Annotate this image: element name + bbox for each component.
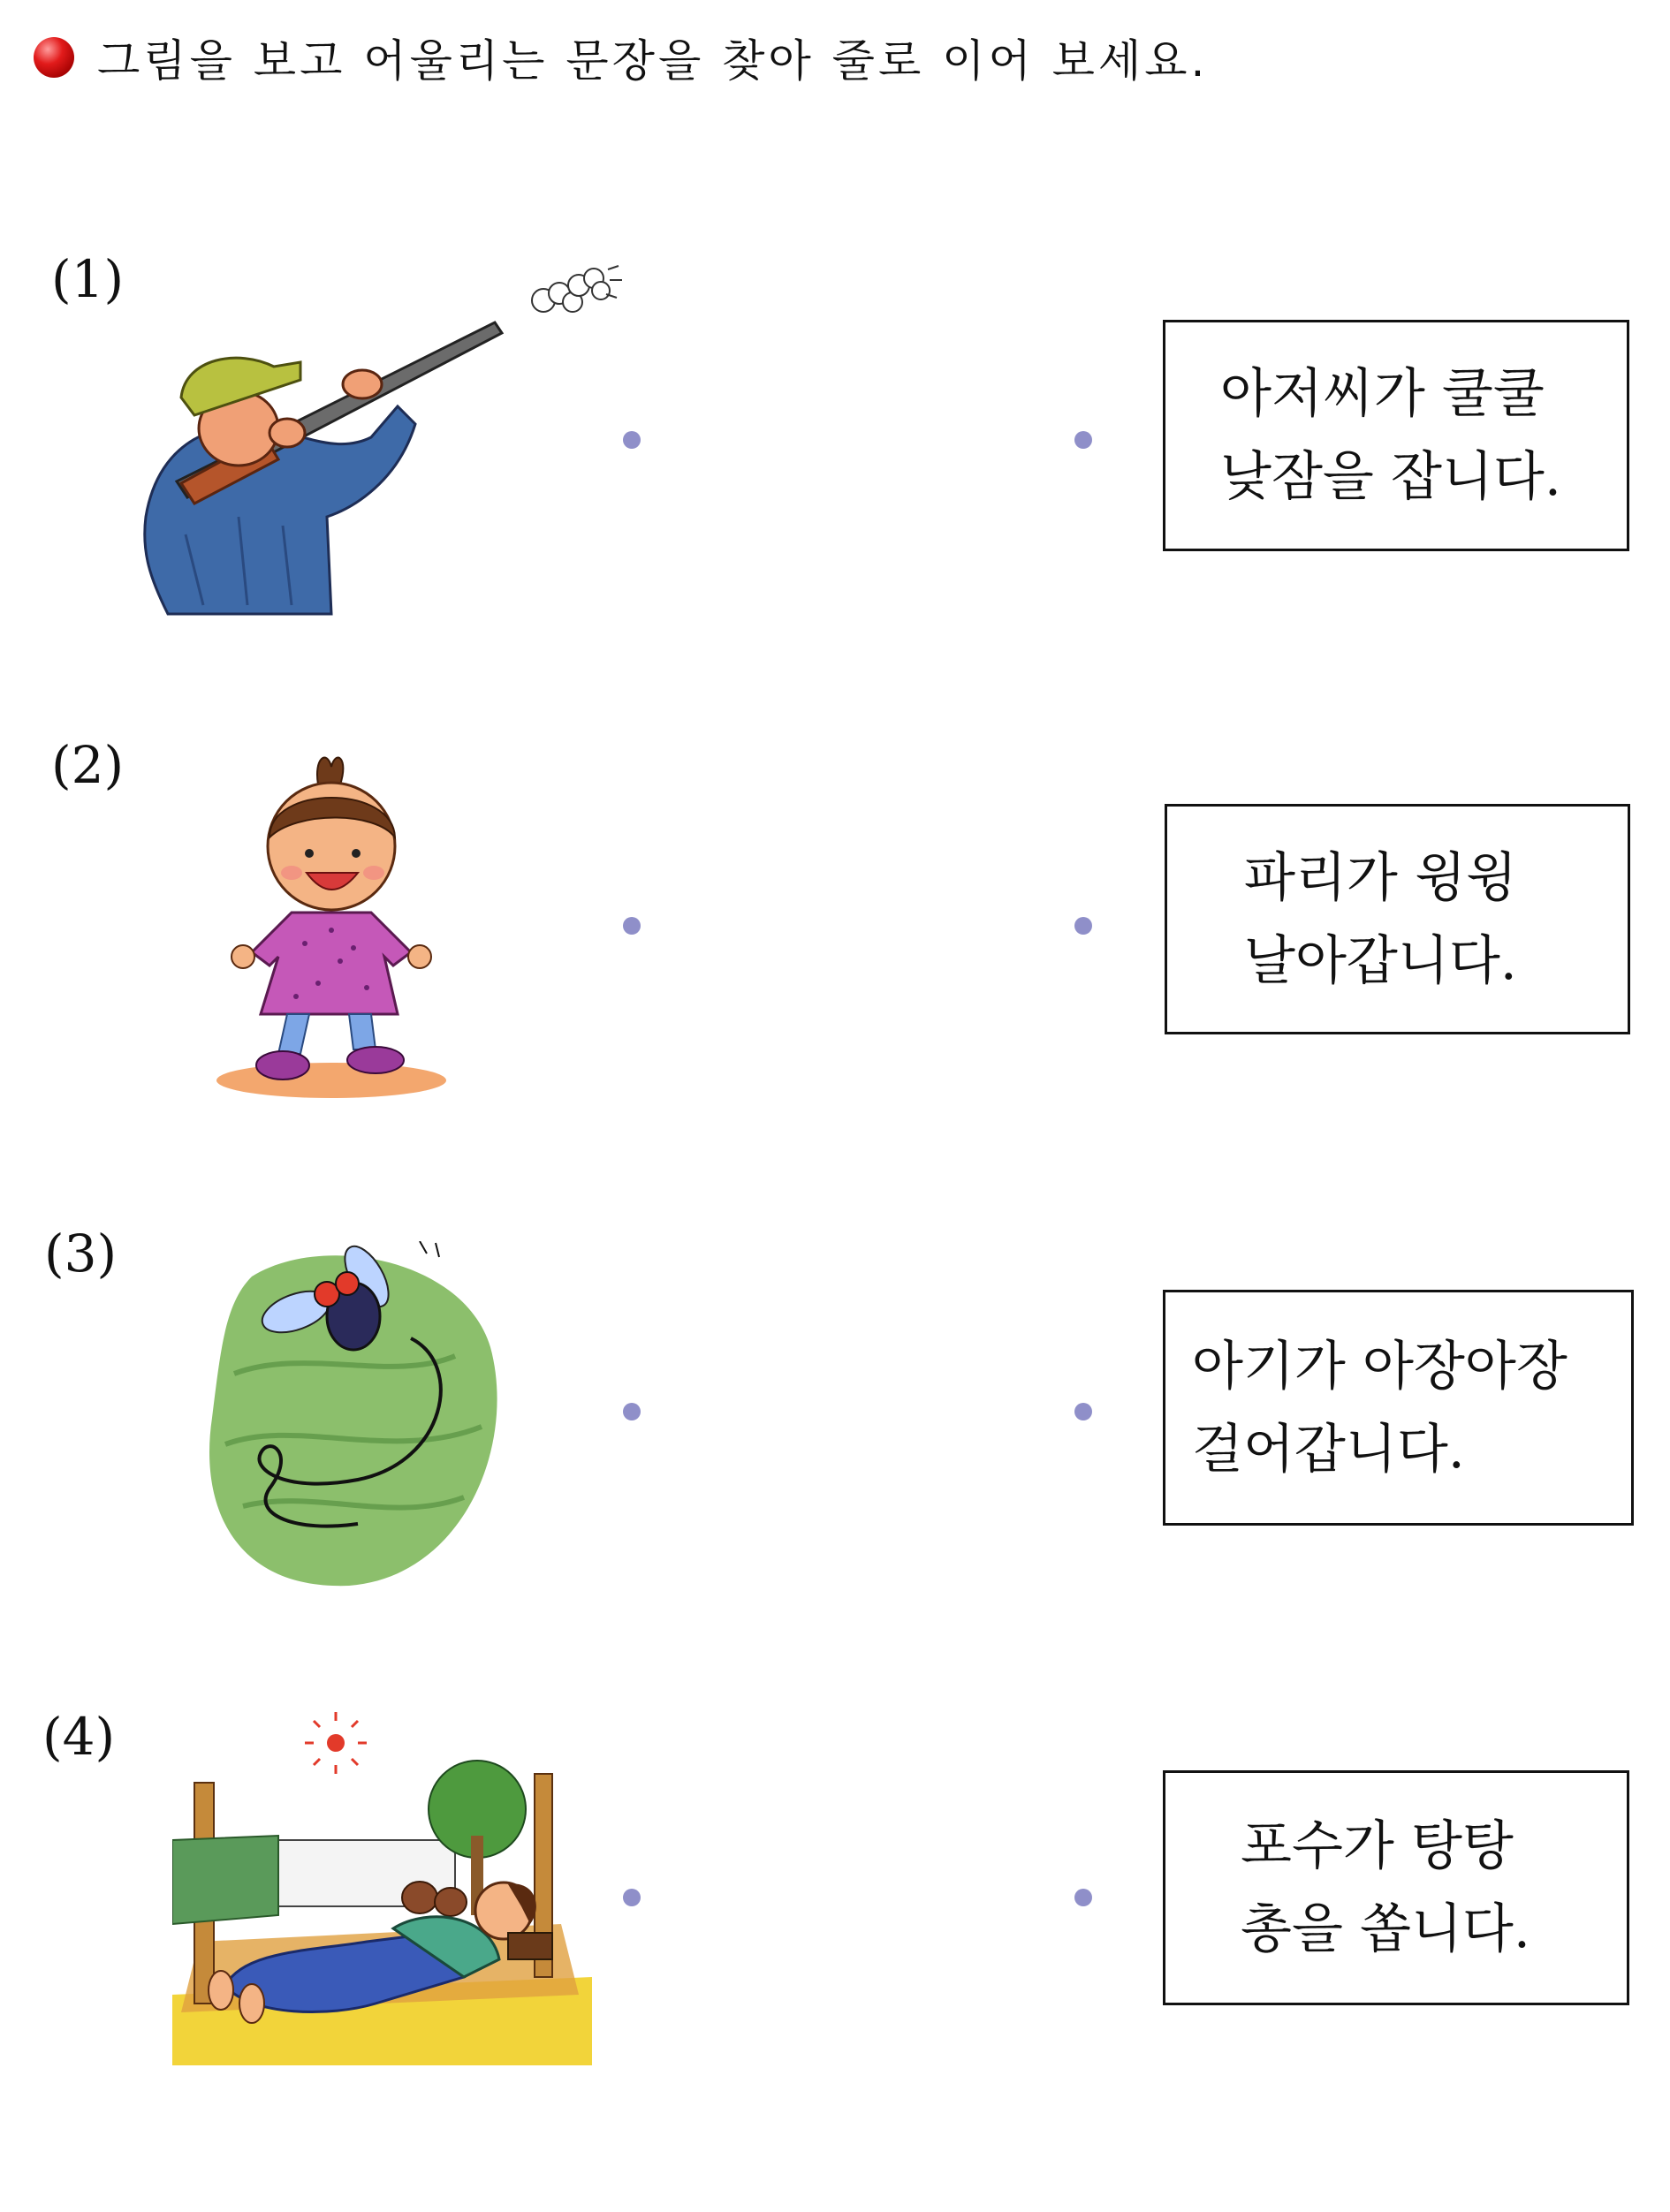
item-number-1: (1) [51, 249, 125, 309]
hunter-shooting-rifle-icon [133, 252, 627, 618]
sentence-dot-4[interactable] [1074, 1889, 1092, 1906]
sentence-box-3[interactable] [1163, 1290, 1634, 1526]
sentence-dot-1[interactable] [1074, 431, 1092, 449]
item-number-4: (4) [42, 1707, 116, 1767]
sentence-box-4[interactable] [1163, 1770, 1629, 2005]
sentence-1-line-1: 아저씨가 쿨쿨 [1220, 363, 1545, 425]
man-napping-icon [172, 1712, 592, 2065]
red-bullet-icon [34, 37, 74, 78]
sentence-3-line-1: 아기가 아장아장 [1192, 1335, 1568, 1398]
sentence-3-line-2: 걸어갑니다. [1192, 1418, 1465, 1481]
sentence-2-line-2: 날아갑니다. [1244, 929, 1517, 992]
picture-dot-3[interactable] [623, 1403, 641, 1420]
instruction [34, 27, 1208, 88]
sentence-4-line-1: 포수가 탕탕 [1241, 1815, 1514, 1877]
instruction-text: 그림을 보고 어울리는 문장을 찾아 줄로 이어 보세요. [97, 35, 1209, 87]
item-number-2: (2) [51, 735, 125, 795]
fly-buzzing-icon [199, 1241, 517, 1590]
sentence-box-1[interactable] [1163, 320, 1629, 551]
sentence-2-line-1: 파리가 윙윙 [1244, 846, 1517, 909]
picture-dot-4[interactable] [623, 1889, 641, 1906]
item-number-3: (3) [44, 1223, 118, 1284]
sentence-box-2[interactable] [1165, 804, 1630, 1034]
sentence-dot-3[interactable] [1074, 1403, 1092, 1420]
sentence-4-line-2: 총을 쏩니다. [1241, 1898, 1530, 1960]
picture-dot-2[interactable] [623, 917, 641, 935]
sentence-dot-2[interactable] [1074, 917, 1092, 935]
toddler-walking-icon [208, 749, 455, 1102]
picture-dot-1[interactable] [623, 431, 641, 449]
sentence-1-line-2: 낮잠을 잡니다. [1220, 446, 1561, 508]
